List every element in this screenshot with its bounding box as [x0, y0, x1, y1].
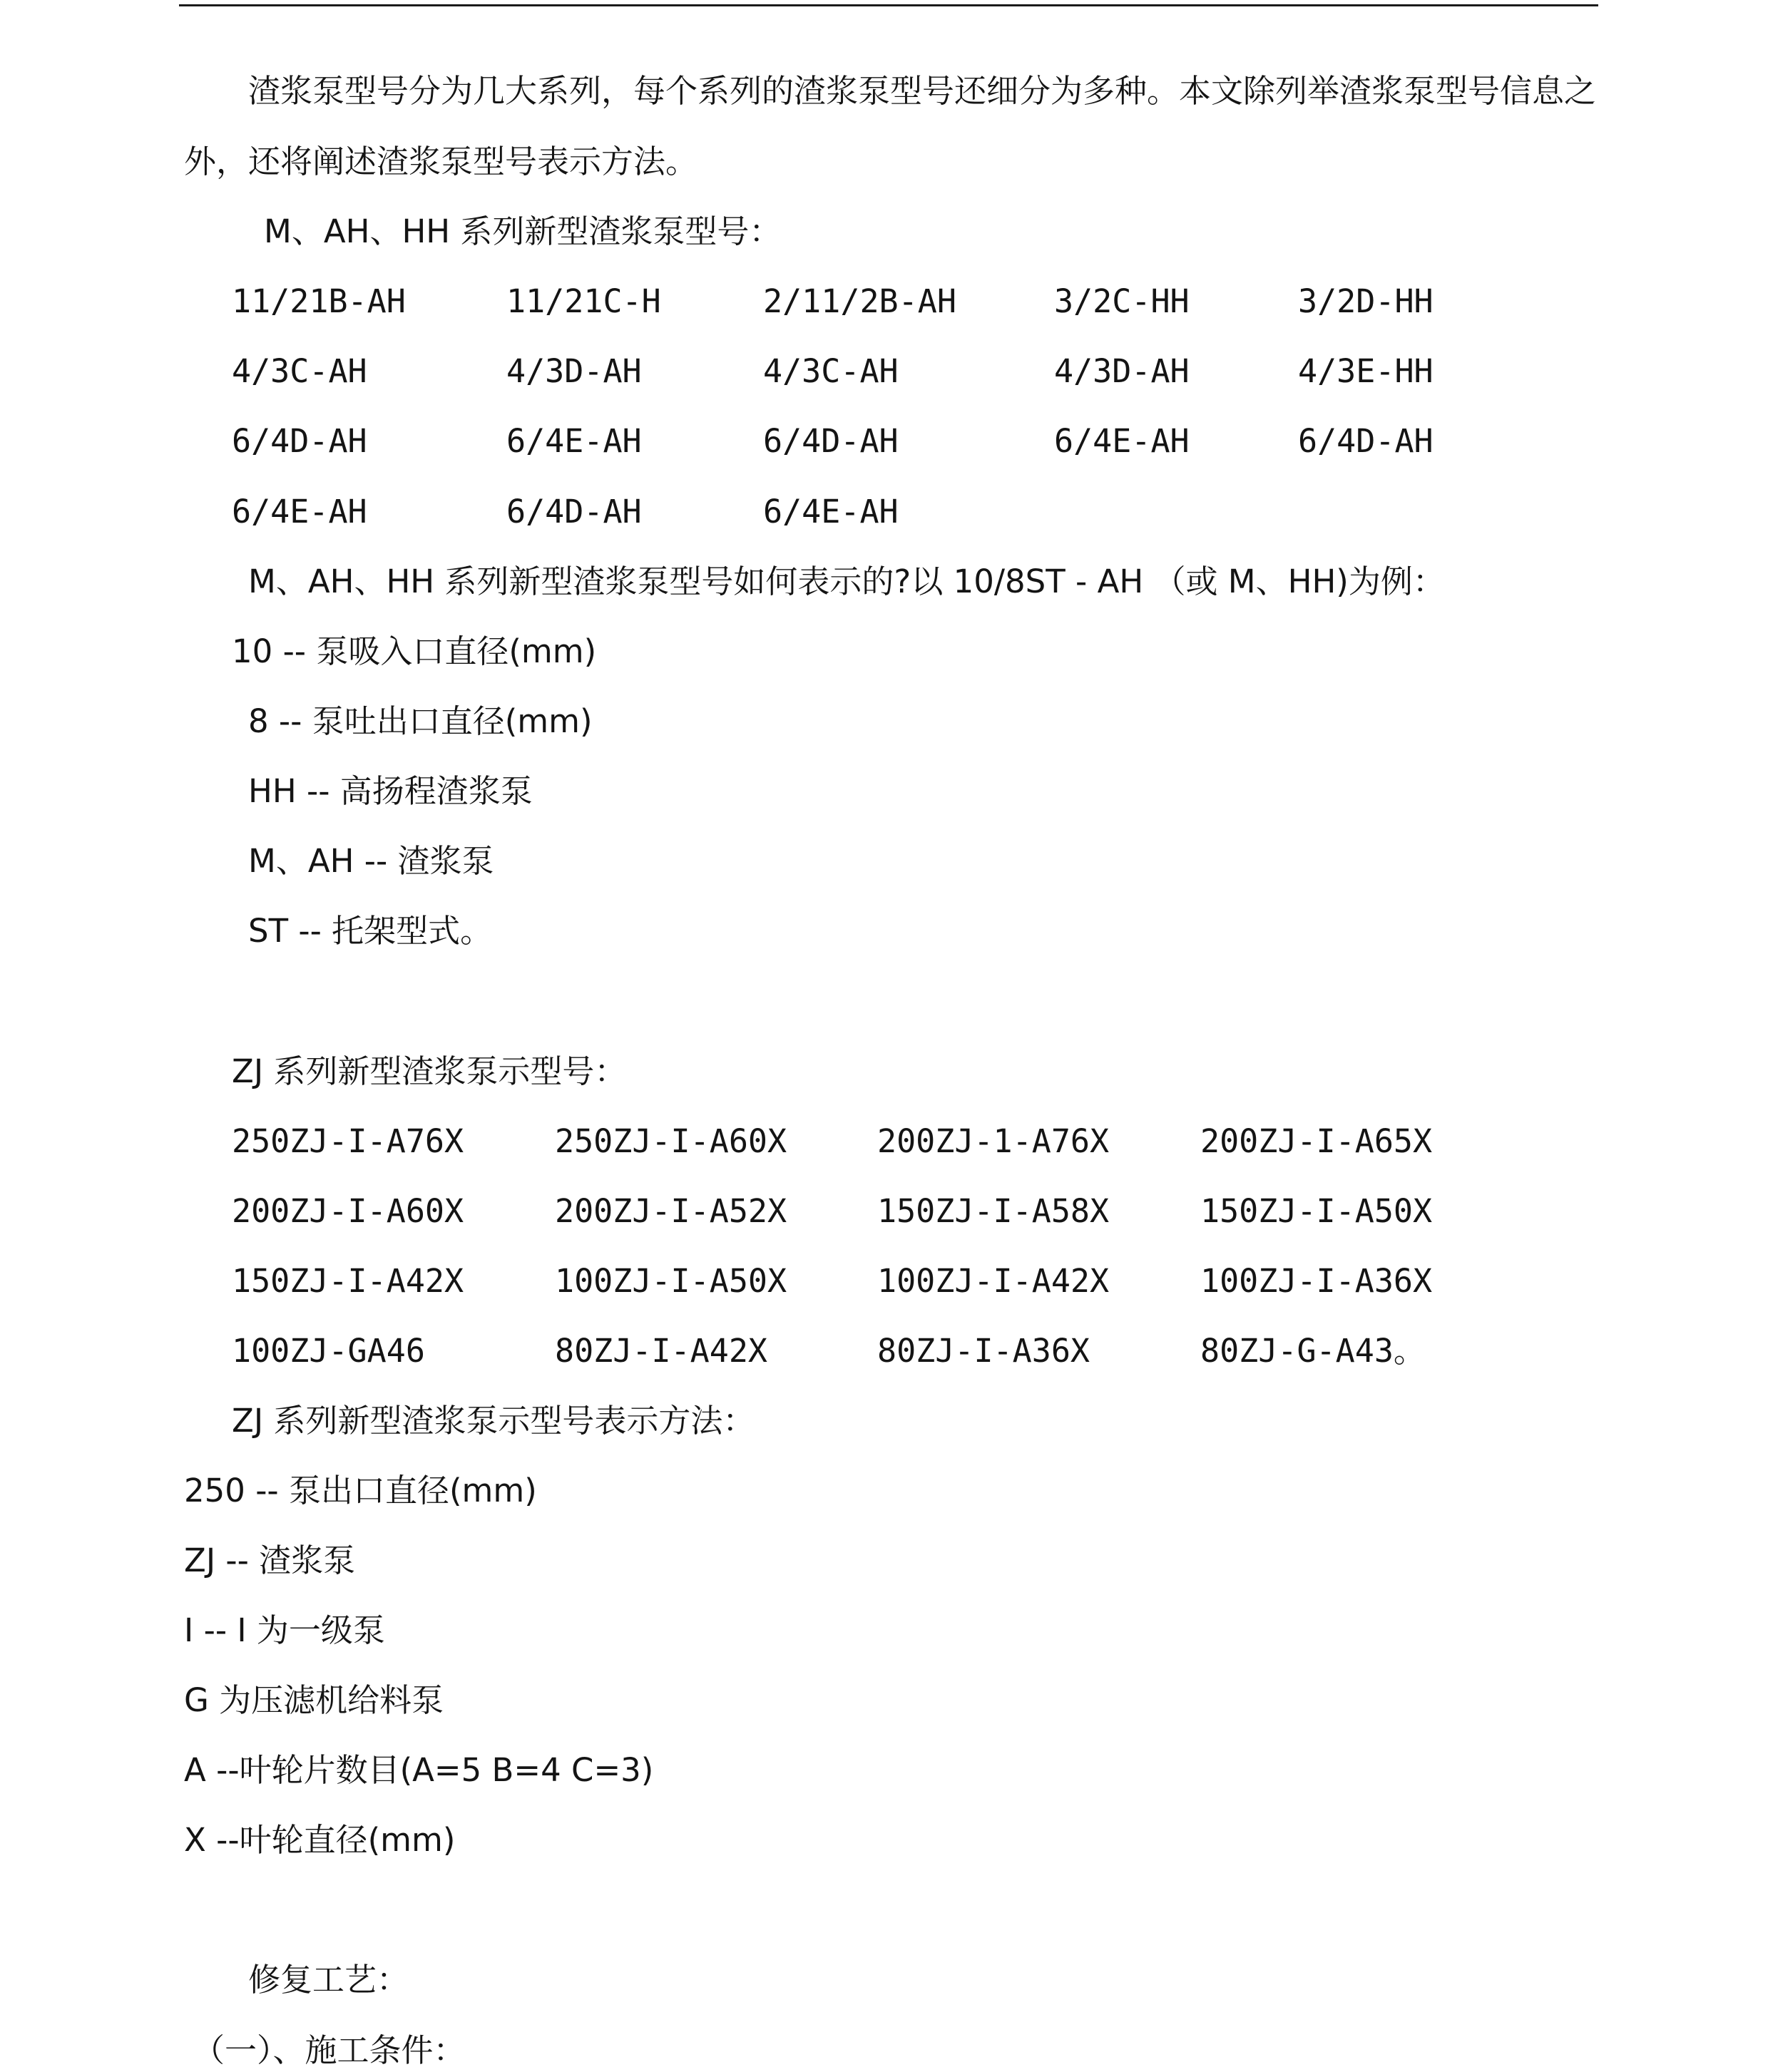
zj-model: 100ZJ-I-A50X	[555, 1262, 787, 1300]
zj-explain-line: X --叶轮直径(mm)	[184, 1821, 456, 1859]
zj-model: 150ZJ-I-A58X	[877, 1192, 1110, 1230]
zj-explain-line: I -- I 为一级泵	[184, 1611, 385, 1649]
ah-series-question: M、AH、HH 系列新型渣浆泵型号如何表示的?以 10/8ST - AH （或 M、HH)为例：	[248, 563, 1445, 600]
ah-model: 11/21C-H	[506, 282, 661, 320]
ah-model: 6/4D-AH	[1298, 422, 1434, 460]
ah-explain-line: 10 -- 泵吸入口直径(mm)	[232, 632, 597, 670]
zj-model: 100ZJ-I-A42X	[877, 1262, 1110, 1300]
zj-model: 250ZJ-I-A76X	[232, 1122, 464, 1160]
ah-model: 6/4D-AH	[232, 422, 367, 460]
zj-explain-line: 250 -- 泵出口直径(mm)	[184, 1472, 537, 1509]
ah-explain-line: M、AH -- 渣浆泵	[248, 842, 494, 880]
intro-line-2: 外，还将阐述渣浆泵型号表示方法。	[184, 143, 698, 180]
ah-explain-line: ST -- 托架型式。	[248, 912, 493, 950]
ah-explain-line: 8 -- 泵吐出口直径(mm)	[248, 702, 593, 740]
ah-model: 6/4E-AH	[506, 422, 642, 460]
ah-model: 3/2C-HH	[1054, 282, 1190, 320]
zj-model: 100ZJ-I-A36X	[1200, 1262, 1433, 1300]
ah-model: 3/2D-HH	[1298, 282, 1434, 320]
zj-model: 150ZJ-I-A42X	[232, 1262, 464, 1300]
ah-series-heading: M、AH、HH 系列新型渣浆泵型号：	[264, 212, 782, 250]
ah-model: 4/3C-AH	[763, 352, 899, 390]
zj-model: 200ZJ-I-A52X	[555, 1192, 787, 1230]
ah-model: 6/4E-AH	[1054, 422, 1190, 460]
ah-model: 6/4E-AH	[763, 493, 899, 530]
ah-model: 4/3E-HH	[1298, 352, 1434, 390]
zj-series-heading: ZJ 系列新型渣浆泵示型号：	[232, 1052, 627, 1090]
ah-model: 6/4E-AH	[232, 493, 367, 530]
ah-model: 11/21B-AH	[232, 282, 406, 320]
intro-line-1: 渣浆泵型号分为几大系列，每个系列的渣浆泵型号还细分为多种。本文除列举渣浆泵型号信息之	[248, 72, 1597, 110]
zj-model: 100ZJ-GA46	[232, 1332, 425, 1370]
ah-model: 4/3D-AH	[506, 352, 642, 390]
ah-model: 6/4D-AH	[506, 493, 642, 530]
ah-explain-line: HH -- 高扬程渣浆泵	[248, 772, 533, 810]
zj-model: 250ZJ-I-A60X	[555, 1122, 787, 1160]
repair-subheading: （一）、施工条件：	[193, 2031, 466, 2069]
zj-model: 200ZJ-I-A65X	[1200, 1122, 1433, 1160]
zj-model: 150ZJ-I-A50X	[1200, 1192, 1433, 1230]
zj-model: 80ZJ-I-A42X	[555, 1332, 768, 1370]
zj-model: 80ZJ-G-A43。	[1200, 1332, 1426, 1370]
zj-explain-line: A --叶轮片数目(A=5 B=4 C=3)	[184, 1751, 654, 1789]
repair-heading: 修复工艺：	[248, 1961, 409, 1999]
zj-model: 80ZJ-I-A36X	[877, 1332, 1090, 1370]
zj-method-heading: ZJ 系列新型渣浆泵示型号表示方法：	[232, 1402, 755, 1440]
ah-model: 2/11/2B-AH	[763, 282, 956, 320]
zj-model: 200ZJ-I-A60X	[232, 1192, 464, 1230]
ah-model: 4/3D-AH	[1054, 352, 1190, 390]
header-rule	[179, 4, 1598, 6]
zj-model: 200ZJ-1-A76X	[877, 1122, 1110, 1160]
ah-model: 4/3C-AH	[232, 352, 367, 390]
zj-explain-line: G 为压滤机给料泵	[184, 1681, 444, 1719]
ah-model: 6/4D-AH	[763, 422, 899, 460]
zj-explain-line: ZJ -- 渣浆泵	[184, 1542, 356, 1579]
